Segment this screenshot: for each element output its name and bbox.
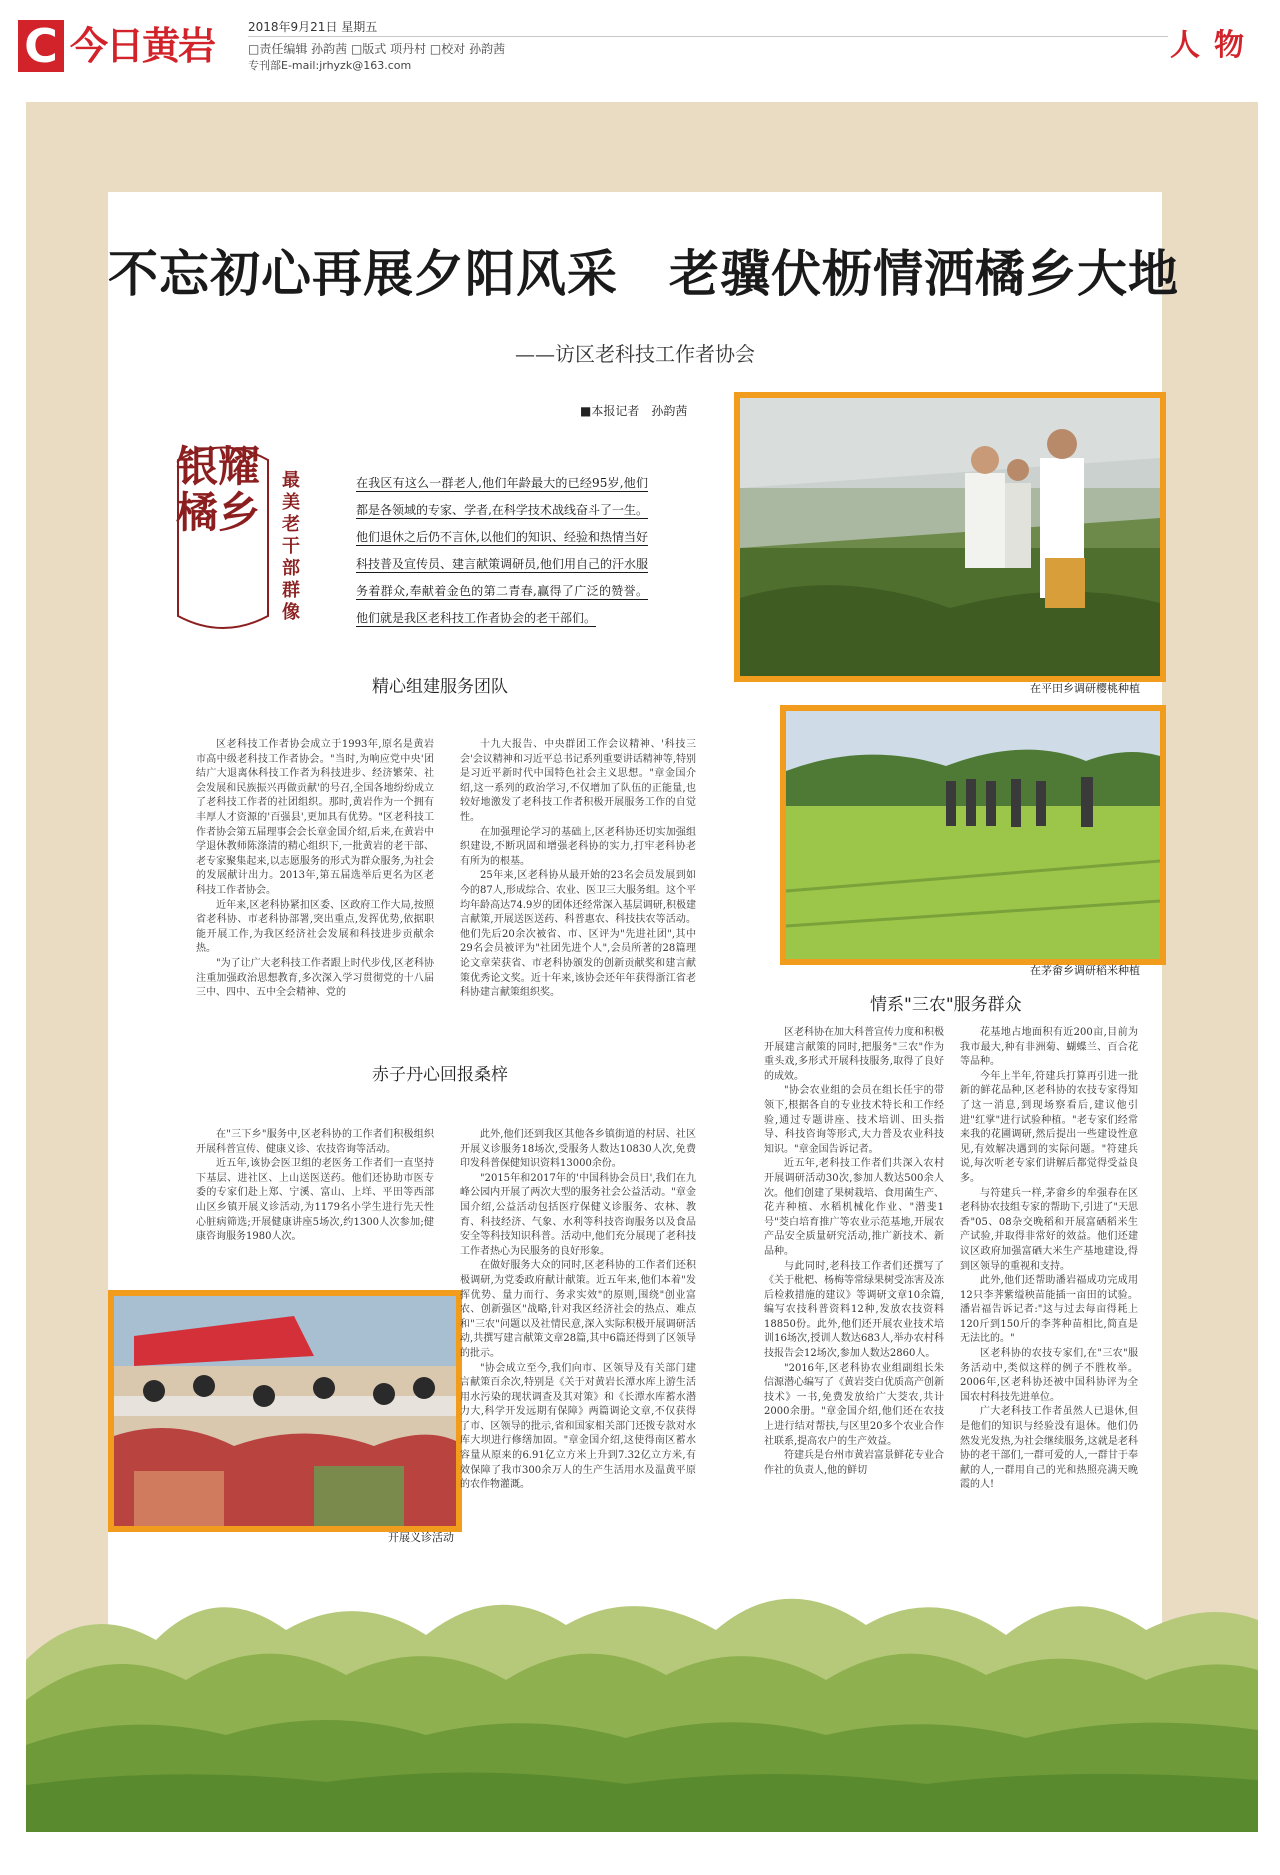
editor-credits: □责任编辑 孙韵茜 □版式 项丹村 □校对 孙韵茜 xyxy=(248,42,506,56)
paragraph: 区老科协在加大科普宣传力度和积极开展建言献策的同时,把服务"三农"作为重头戏,多形式开展科技服务,取得了良好的成效。 xyxy=(764,1027,944,1082)
paragraph: "为了让广大老科技工作者跟上时代步伐,区老科协注重加强政治思想教育,多次深入学习贯彻党的十八届三中、四中、五中全会精神、党的 xyxy=(196,957,434,999)
section-heading: 赤子丹心回报桑梓 xyxy=(372,1065,508,1085)
paragraph: "协会农业组的会员在组长任宇的带领下,根据各自的专业技术特长和工作经验,通过专题讲座、技术培训、田头指导、科技咨询等形式,大力普及农业科技知识。"章金国告诉记者。 xyxy=(764,1085,944,1155)
paragraph: 近五年,老科技工作者们共深入农村开展调研活动30次,参加人数达500余人次。他们创建了果树栽培、食用菌生产、花卉种植、水稻机械化作业、"潜斐1号"茭白培育推广等农业示范基地,开展农产品安全质量研究活动,推广新技术、新品种。 xyxy=(764,1158,944,1257)
column-seal xyxy=(168,440,278,636)
article-subheadline: ——访区老科技工作者协会 xyxy=(515,342,755,366)
masthead-divider xyxy=(248,36,1168,37)
seal-subtitle: 最美老干部群像 xyxy=(282,470,300,623)
paragraph: 区老科协的农技专家们,在"三农"服务活动中,类似这样的例子不胜枚举。2006年,区老科协还被中国科协评为全国农村科技先进单位。 xyxy=(960,1348,1138,1403)
paragraph: 此外,他们还帮助潘岩福成功完成用12只李荠紫缢秧苗能插一亩田的试验。潘岩福告诉记者:"这与过去每亩得耗上120斤到150斤的李荠种苗相比,简直是无法比的。" xyxy=(960,1275,1138,1345)
paragraph: 十九大报告、中央群团工作会议精神、'科技三会'会议精神和习近平总书记系列重要讲话精神等,特别是习近平新时代中国特色社会主义思想。"章金国介绍,这一系列的政治学习,不仅增加了队伍的正能量,也较好地激发了老科技工作者积极开展服务工作的自觉性。 xyxy=(460,739,696,823)
photo1-caption: 在平田乡调研樱桃种植 xyxy=(1030,682,1140,695)
paper-name: 今日黄岩 xyxy=(70,23,215,68)
photo-cherry-survey xyxy=(734,392,1166,682)
paper-logo-mark: C xyxy=(18,20,64,72)
paragraph: 今年上半年,符建兵打算再引进一批新的鲜花品种,区老科协的农技专家得知了这一消息,到现场察看后,建议他引进"红掌"进行试验种植。"老专家们经常来我的花圃调研,然后提出一些建设性意见,有效解决遇到的实际问题。"符建兵说,每次听老专家们讲解后都觉得受益良多。 xyxy=(960,1070,1138,1184)
section3-column2 xyxy=(960,1026,1138,1493)
paragraph: 与符建兵一样,茅畲乡的牟强春在区老科协农技组专家的帮助下,引进了"天思香"05、08杂交晚稻和开展富硒稻米生产试验,并取得非常好的效益。他们还建议区政府加强富硒大米生产基地建设,得到区领导的重视和支持。 xyxy=(960,1187,1138,1272)
issue-date: 2018年9月21日 星期五 xyxy=(248,20,378,34)
paragraph: 在做好服务大众的同时,区老科协的工作者们还积极调研,为党委政府献计献策。近五年来,他们本着"发挥优势、量力而行、务求实效"的原则,围绕"创业富农、创新强区"战略,针对我区经济社会的热点、难点和"三农"问题以及社情民意,深入实际积极开展调研活动,共撰写建言献策文章28篇,其中6篇还得到了区领导的批示。 xyxy=(460,1260,696,1359)
article-byline: ■本报记者 孙韵茜 xyxy=(580,404,688,418)
paragraph: 区老科技工作者协会成立于1993年,原名是黄岩市高中级老科技工作者协会。"当时,为响应党中央'团结广大退离休科技工作者为科技进步、经济繁荣、社会发展和民族振兴再做贡献'的号召,全国各地纷纷成立了老科技工作者的社团组织。那时,黄岩作为一个拥有丰厚人才资源的'百强县',更加具有优势。"区老科技工作者协会第五届理事会会长章金国介绍,后来,在黄岩中学退休教师陈涤清的精心组织下,一批黄岩的老干部、老专家聚集起来,以志愿服务的形式为群众服务,为社会的发展献计出力。2013年,第五届选举后更名为区老科技工作者协会。 xyxy=(196,739,434,896)
paragraph: 近年来,区老科协紧扣区委、区政府工作大局,按照省老科协、市老科协部署,突出重点,发挥优势,依据职能开展工作,为我区经济社会发展和科技进步贡献余热。 xyxy=(196,899,434,955)
section-heading: 精心组建服务团队 xyxy=(372,677,508,697)
photo2-caption: 在茅畲乡调研稻米种植 xyxy=(1030,964,1140,977)
paragraph: 与此同时,老科技工作者们还撰写了《关于枇杷、杨梅等常绿果树受冻害及冻后检救措施的建议》等调研文章10余篇,编写农技科普资料12种,发放农技资料18850份。此外,他们还开展农业技术培训16场次,授训人数达683人,举办农村科技报告会12场次,参加人数达2860人。 xyxy=(764,1260,944,1360)
contact-email: 专刊部E-mail:jrhyzk@163.com xyxy=(248,59,412,72)
paragraph: 25年来,区老科协从最开始的23名会员发展到如今的87人,形成综合、农业、医卫三大服务组。这个平均年龄高达74.9岁的团体还经常深入基层调研,积极建言献策,开展送医送药、科普惠农、科技扶农等活动。他们先后20余次被省、市、区评为"先进社团",其中29名会员被评为"社团先进个人",会员所著的28篇理论文章荣获省、市老科协颁发的创新贡献奖和建言献策优秀论文奖。近十年来,该协会还年年获得浙江省老科协建言献策组织奖。 xyxy=(460,870,696,999)
paragraph: 广大老科技工作者虽然人已退休,但是他们的知识与经验没有退休。他们仍然发光发热,为社会继续服务,这就是老科协的老干部们,一群可爱的人,一群甘于奉献的人,一群用自己的光和热照亮满天晚霞的人! xyxy=(960,1406,1138,1491)
section3-column1 xyxy=(764,1026,944,1478)
paragraph: "2015年和2017年的'中国科协会员日',我们在九峰公园内开展了两次大型的服务社会公益活动。"章金国介绍,公益活动包括医疗保健义诊服务、农林、教育、科技经济、气象、水利等科技咨询服务以及食品安全等科技知识科普。活动中,他们充分展现了老科技工作者热心为民服务的良好形象。 xyxy=(460,1172,696,1257)
article-intro: 在我区有这么一群老人,他们年龄最大的已经95岁,他们都是各领域的专家、学者,在科学技术战线奋斗了一生。他们退休之后仍不言休,以他们的知识、经验和热情当好科技普及宣传员、建言献策调研员,他们用自己的汗水服务着群众,奉献着金色的第二青春,赢得了广泛的赞誉。他们就是我区老科技工作者协会的老干部们。 xyxy=(356,476,648,625)
paragraph: "协会成立至今,我们向市、区领导及有关部门建言献策百余次,特别是《关于对黄岩长潭水库上游生活用水污染的现状调查及其对策》和《长潭水库蓄水潜力大,科学开发远期有保障》两篇调论文章,不仅获得了市、区领导的批示,省和国家相关部门还拨专款对水库大坝进行修缮加固。"章金国介绍,这使得南区蓄水容量从原来的6.91亿立方米上升到7.32亿立方米,有效保障了我市300余万人的生产生活用水及温黄平原的农作物灌溉。 xyxy=(460,1362,696,1491)
photo3-caption: 开展义诊活动 xyxy=(388,1531,454,1544)
paragraph: 此外,他们还到我区其他各乡镇街道的村居、社区开展义诊服务18场次,受服务人数达10830人次,免费印发科普保健知识资料13000余份。 xyxy=(460,1129,696,1170)
section-heading: 情系"三农"服务群众 xyxy=(870,995,1022,1015)
paragraph: 近五年,该协会医卫组的老医务工作者们一直坚持下基层、进社区、上山送医送药。他们还协助市医专委的专家们赴上郑、宁溪、富山、上垟、平田等西部山区乡镇开展义诊活动,为1179名小学生进行先天性心脏病筛选;开展健康讲座5场次,约1300人次参加;健康咨询服务1980人次。 xyxy=(196,1158,434,1243)
paragraph: 在"三下乡"服务中,区老科协的工作者们积极组织开展科普宣传、健康义诊、农技咨询等活动。 xyxy=(196,1129,434,1155)
seal-title: 银耀橘乡 xyxy=(176,442,261,537)
section1-column2 xyxy=(460,738,696,1001)
section2-column1 xyxy=(196,1128,434,1245)
paragraph: "2016年,区老科协农业组副组长朱信源潜心编写了《黄岩茭白优质高产创新技术》一书,免费发放给广大茭农,共计2000余册。"章金国介绍,他们还在农技上进行结对帮扶,与区里20多个农业合作社联系,提高农户的生产效益。 xyxy=(764,1362,944,1447)
paragraph: 符建兵是台州市黄岩富景鲜花专业合作社的负责人,他的鲜切 xyxy=(764,1450,944,1476)
section-title: 人物 xyxy=(1170,28,1258,63)
paragraph: 花基地占地面积有近200亩,目前为我市最大,种有非洲菊、蝴蝶兰、百合花等品种。 xyxy=(960,1027,1138,1068)
photo-clinic-event xyxy=(108,1290,462,1532)
section1-column1 xyxy=(196,738,434,1001)
hills-illustration xyxy=(26,1540,1258,1832)
paragraph: 在加强理论学习的基础上,区老科协还切实加强组织建设,不断巩固和增强老科协的实力,打牢老科协老有所为的根基。 xyxy=(460,826,696,867)
section2-column2 xyxy=(460,1128,696,1493)
photo-rice-survey xyxy=(780,705,1166,965)
article-headline: 不忘初心再展夕阳风采 老骥伏枥情洒橘乡大地 xyxy=(108,245,1179,303)
